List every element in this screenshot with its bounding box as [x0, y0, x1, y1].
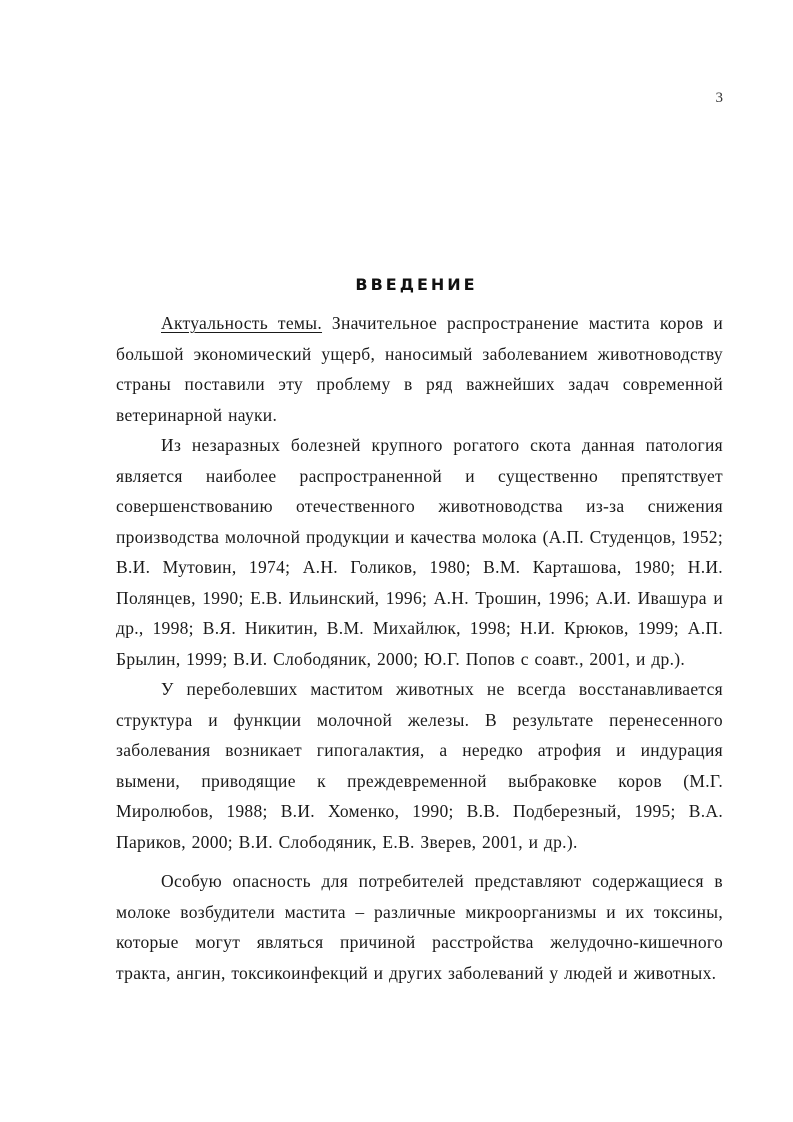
paragraph-text: Значительное распространение мастита коров и большой экономический ущерб, наносимый заболеванием животноводству страны поставили эту проблему в ряд важнейших задач современной ветеринарной науки. — [116, 313, 723, 425]
paragraph-pathology: Из незаразных болезней крупного рогатого скота данная патология является наиболее распространенной и существенно препятствует совершенствованию отечественного животноводства из-за снижения производства молочной продукции и качества молока (А.П. Студенцов, 1952; В.И. Мутовин, 1974; А.Н. Голиков, 1980; В.М. Карташова, 1980; Н.И. Полянцев, 1990; Е.В. Ильинский, 1996; А.Н. Трошин, 1996; А.И. Ивашура и др., 1998; В.Я. Никитин, В.М. Михайлюк, 1998; Н.И. Крюков, 1999; А.П. Брылин, 1999; В.И. Слободяник, 2000; Ю.Г. Попов с соавт., 2001, и др.). — [116, 435, 723, 669]
paragraph-recovery: У переболевших маститом животных не всегда восстанавливается структура и функции молочной железы. В результате перенесенного заболевания возникает гипогалактия, а нередко атрофия и индурация вымени, приводящие к преждевременной выбраковке коров (М.Г. Миролюбов, 1988; В.И. Хоменко, 1990; В.В. Подберезный, 1995; В.А. Париков, 2000; В.И. Слободяник, Е.В. Зверев, 2001, и др.). — [116, 679, 723, 852]
paragraph-danger: Особую опасность для потребителей представляют содержащиеся в молоке возбудители мастита – различные микроорганизмы и их токсины, которые могут являться причиной расстройства желудочно-кишечного тракта, ангин, токсикоинфекций и других заболеваний у людей и животных. — [116, 871, 723, 983]
page-number: 3 — [715, 90, 723, 106]
paragraph-lead: Актуальность темы. — [161, 313, 323, 333]
paragraph-relevance — [116, 308, 723, 430]
section-title: ВВЕДЕНИЕ — [355, 275, 478, 294]
body-text — [116, 308, 723, 988]
